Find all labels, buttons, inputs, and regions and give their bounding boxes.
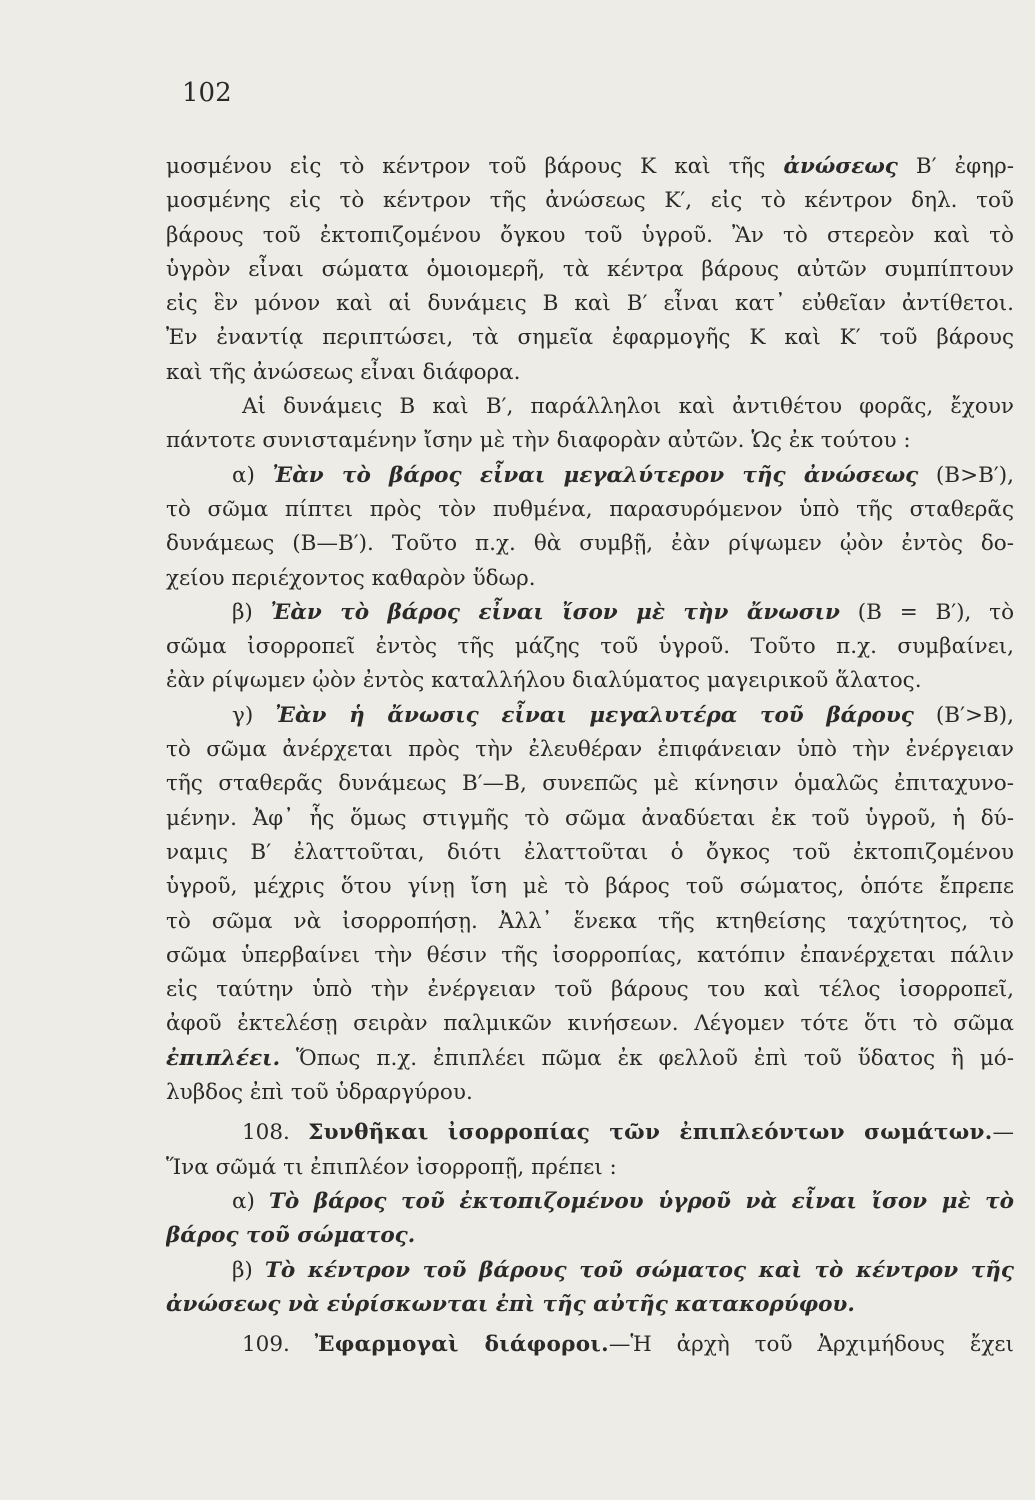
text-line: α) Ἐὰν τὸ βάρος εἶναι μεγαλύτερον τῆς ἀνώσεως (Β>Β′), (232, 462, 1014, 488)
text-line: Ἐν ἐναντίᾳ περιπτώσει, τὰ σημεῖα ἐφαρμογῆς Κ καὶ Κ′ τοῦ βάρους (166, 325, 1014, 351)
text-line: ναμις Β′ ἐλαττοῦται, διότι ἐλαττοῦται ὁ ὄγκος τοῦ ἐκτοπιζομένου (166, 839, 1014, 865)
text-line: β) Τὸ κέντρον τοῦ βάρους τοῦ σώματος καὶ τὸ κέντρον τῆς (232, 1257, 1014, 1283)
text-line: ἐὰν ρίψωμεν ᾠὸν ἐντὸς καταλλήλου διαλύματος μαγειρικοῦ ἅλατος. (166, 668, 922, 694)
emphasis-text: Ἐὰν τὸ βάρος εἶναι μεγαλύτερον τῆς ἀνώσεως (272, 462, 919, 488)
text-line: χείου περιέχοντος καθαρὸν ὕδωρ. (166, 565, 536, 591)
text-line: α) Τὸ βάρος τοῦ ἐκτοπιζομένου ὑγροῦ νὰ εἶναι ἴσον μὲ τὸ (232, 1188, 1014, 1214)
emphasis-text: Ἐὰν ἡ ἄνωσις εἶναι μεγαλυτέρα τοῦ βάρους (275, 702, 914, 728)
text-line: ὑγρὸν εἶναι σώματα ὁμοιομερῆ, τὰ κέντρα βάρους αὐτῶν συμπίπτουν (166, 256, 1014, 282)
text-line: ἐπιπλέει. Ὅπως π.χ. ἐπιπλέει πῶμα ἐκ φελλοῦ ἐπὶ τοῦ ὕδατος ἢ μό- (166, 1045, 1014, 1071)
text-line (166, 1288, 1014, 1322)
text-line: Αἱ δυνάμεις Β καὶ Β′, παράλληλοι καὶ ἀντιθέτου φορᾶς, ἔχουν (242, 394, 1014, 420)
emphasis-text: ἐπιπλέει. (166, 1045, 281, 1071)
text-line: σῶμα ἰσορροπεῖ ἐντὸς τῆς μάζης τοῦ ὑγροῦ. Τοῦτο π.χ. συμβαίνει, (166, 634, 1014, 660)
text-line: λυβδος ἐπὶ τοῦ ὑδραργύρου. (166, 1080, 473, 1106)
emphasis-text: Τὸ κέντρον τοῦ βάρους τοῦ σώματος καὶ τὸ κέντρον τῆς (264, 1257, 1014, 1283)
text-line: τῆς σταθερᾶς δυνάμεως Β′—Β, συνεπῶς μὲ κίνησιν ὁμαλῶς ἐπιταχυνο- (166, 771, 1014, 797)
section-heading: Ἐφαρμογαὶ διάφοροι. (314, 1332, 609, 1358)
text-line: 109. Ἐφαρμογαὶ διάφοροι.—Ἡ ἀρχὴ τοῦ Ἀρχιμήδους ἔχει (242, 1332, 1014, 1358)
text-line: μένην. Ἀφ᾽ ἧς ὅμως στιγμῆς τὸ σῶμα ἀναδύεται ἐκ τοῦ ὑγροῦ, ἡ δύ- (166, 805, 1014, 831)
text-line (166, 1219, 1014, 1253)
text-line: πάντοτε συνισταμένην ἴσην μὲ τὴν διαφορὰν αὐτῶν. Ὡς ἐκ τούτου : (166, 428, 911, 454)
text-line: τὸ σῶμα ἀνέρχεται πρὸς τὴν ἐλευθέραν ἐπιφάνειαν ὑπὸ τὴν ἐνέργειαν (166, 737, 1014, 763)
text-line: ὑγροῦ, μέχρις ὅτου γίνῃ ἴση μὲ τὸ βάρος τοῦ σώματος, ὁπότε ἔπρεπε (166, 874, 1014, 900)
emphasis-text: Τὸ βάρος τοῦ ἐκτοπιζομένου ὑγροῦ νὰ εἶναι ἴσον μὲ τὸ (268, 1188, 1014, 1214)
section-heading: Συνθῆκαι ἰσορροπίας τῶν ἐπιπλεόντων σωμάτων. (308, 1120, 993, 1146)
text-line: ἀφοῦ ἐκτελέσῃ σειρὰν παλμικῶν κινήσεων. Λέγομεν τότε ὅτι τὸ σῶμα (166, 1011, 1014, 1037)
text-line: μοσμένης εἰς τὸ κέντρον τῆς ἀνώσεως Κ′, εἰς τὸ κέντρον δηλ. τοῦ (166, 188, 1014, 214)
emphasis-text: ἀνώσεως νὰ εὑρίσκωνται ἐπὶ τῆς αὐτῆς κατακορύφου. (166, 1291, 855, 1317)
text-line: β) Ἐὰν τὸ βάρος εἶναι ἴσον μὲ τὴν ἄνωσιν (Β = Β′), τὸ (232, 599, 1014, 625)
text-line: τὸ σῶμα νὰ ἰσορροπήσῃ. Ἀλλ᾽ ἕνεκα τῆς κτηθείσης ταχύτητος, τὸ (166, 908, 1014, 934)
text-line: Ἵνα σῶμά τι ἐπιπλέον ἰσορροπῇ, πρέπει : (166, 1154, 617, 1180)
text-line: δυνάμεως (Β—Β′). Τοῦτο π.χ. θὰ συμβῇ, ἐὰν ρίψωμεν ᾠὸν ἐντὸς δο- (166, 531, 1014, 557)
text-line: σῶμα ὑπερβαίνει τὴν θέσιν τῆς ἰσορροπίας, κατόπιν ἐπανέρχεται πάλιν (166, 942, 1014, 968)
emphasis-text: ἀνώσεως (783, 154, 898, 179)
text-line: τὸ σῶμα πίπτει πρὸς τὸν πυθμένα, παρασυρόμενον ὑπὸ τῆς σταθερᾶς (166, 496, 1014, 522)
text-line: γ) Ἐὰν ἡ ἄνωσις εἶναι μεγαλυτέρα τοῦ βάρους (Β′>Β), (232, 702, 1014, 728)
text-line: βάρους τοῦ ἐκτοπιζομένου ὄγκου τοῦ ὑγροῦ. Ἂν τὸ στερεὸν καὶ τὸ (166, 222, 1014, 248)
page-number: 102 (182, 78, 232, 108)
text-line: 108. Συνθῆκαι ἰσορροπίας τῶν ἐπιπλεόντων σωμάτων.— (242, 1120, 1014, 1146)
emphasis-text: Ἐὰν τὸ βάρος εἶναι ἴσον μὲ τὴν ἄνωσιν (270, 599, 840, 625)
emphasis-text: βάρος τοῦ σώματος. (166, 1223, 416, 1249)
text-line: εἰς ταύτην ὑπὸ τὴν ἐνέργειαν τοῦ βάρους του καὶ τέλος ἰσορροπεῖ, (166, 977, 1014, 1003)
text-line: καὶ τῆς ἀνώσεως εἶναι διάφορα. (166, 359, 521, 385)
text-line: εἰς ἓν μόνον καὶ αἱ δυνάμεις Β καὶ Β′ εἶναι κατ᾽ εὐθεῖαν ἀντίθετοι. (166, 291, 1014, 317)
text-line: μοσμένου εἰς τὸ κέντρον τοῦ βάρους Κ καὶ τῆς ἀνώσεως Β′ ἐφηρ- (166, 154, 1014, 179)
body-text (166, 150, 1014, 1362)
